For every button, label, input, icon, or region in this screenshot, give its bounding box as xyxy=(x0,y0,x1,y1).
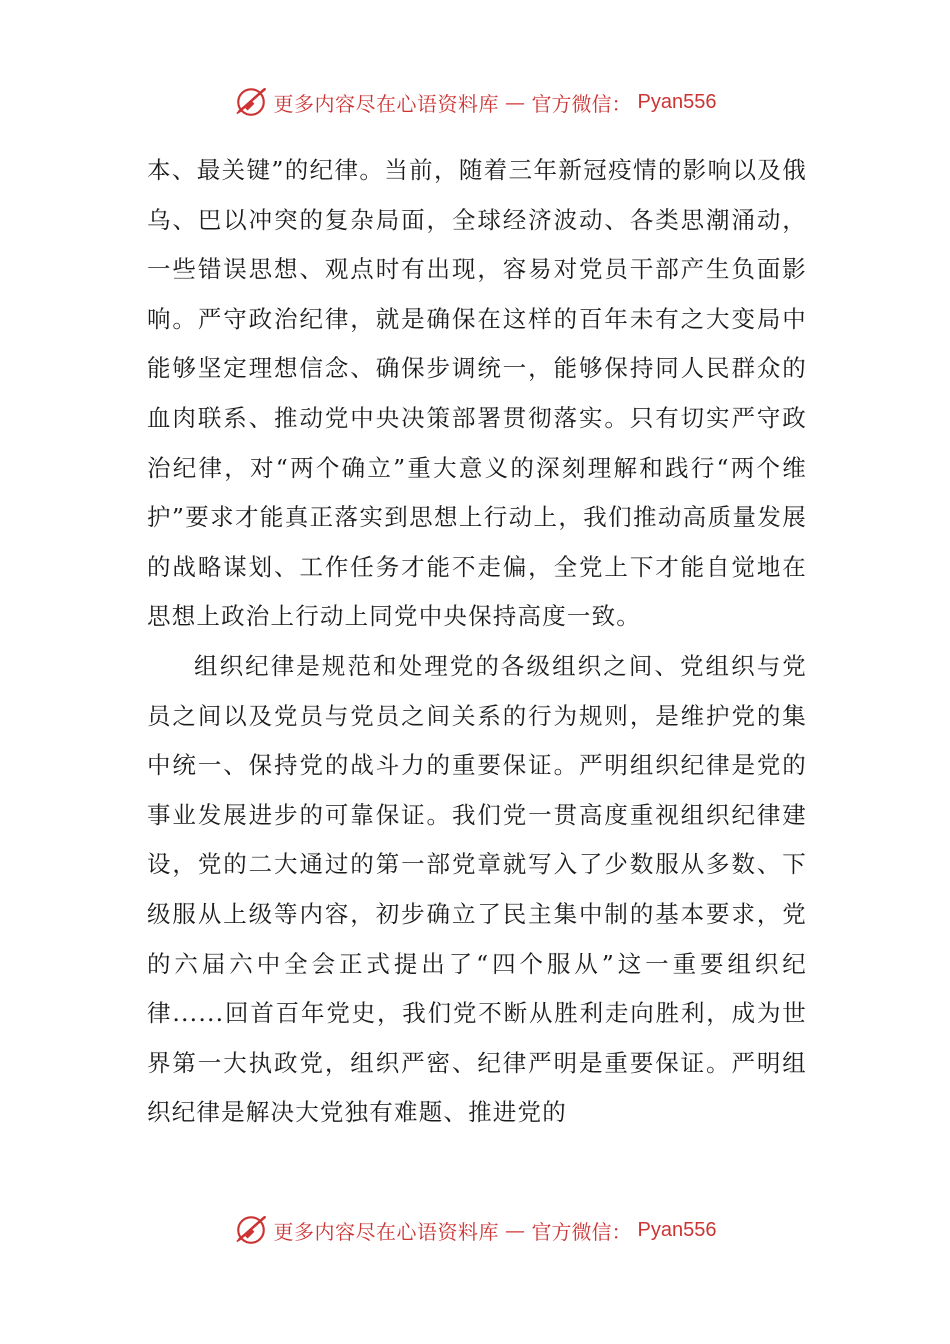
footer-banner xyxy=(0,1210,950,1250)
pen-logo-icon xyxy=(234,85,268,119)
paragraph-organizational-discipline: 组织纪律是规范和处理党的各级组织之间、党组织与党员之间以及党员与党员之间关系的行为规则，是维护党的集中统一、保持党的战斗力的重要保证。严明组织纪律是党的事业发展进步的可靠保证。我们党一贯高度重视组织纪律建设，党的二大通过的第一部党章就写入了少数服从多数、下级服从上级等内容，初步确立了民主集中制的基本要求，党的六届六中全会正式提出了“四个服从”这一重要组织纪律......回首百年党史，我们党不断从胜利走向胜利，成为世界第一大执政党，组织严密、纪律严明是重要保证。严明组织纪律是解决大党独有难题、推进党的 xyxy=(147,651,807,1127)
banner-dash: — xyxy=(505,90,526,114)
banner-wechat-id: Pyan556 xyxy=(637,1218,717,1241)
pen-logo-icon xyxy=(234,1213,268,1247)
banner-title: 更多内容尽在心语资料库 xyxy=(273,1219,500,1244)
banner-wechat-label: 官方微信： xyxy=(531,1219,632,1244)
paragraph-political-discipline: 本、最关键”的纪律。当前，随着三年新冠疫情的影响以及俄乌、巴以冲突的复杂局面，全球经济波动、各类思潮涌动，一些错误思想、观点时有出现，容易对党员干部产生负面影响。严守政治纪律，就是确保在这样的百年未有之大变局中能够坚定理想信念、确保步调统一，能够保持同人民群众的血肉联系、推动党中央决策部署贯彻落实。只有切实严守政治纪律，对“两个确立”重大意义的深刻理解和践行“两个维护”要求才能真正落实到思想上行动上，我们推动高质量发展的战略谋划、工作任务才能不走偏，全党上下才能自觉地在思想上政治上行动上同党中央保持高度一致。 xyxy=(147,156,807,631)
header-banner xyxy=(0,82,950,122)
banner-title: 更多内容尽在心语资料库 xyxy=(273,91,500,116)
document-body xyxy=(147,146,807,1138)
banner-dash: — xyxy=(505,1218,526,1242)
banner-wechat-id: Pyan556 xyxy=(637,90,717,113)
banner-wechat-label: 官方微信： xyxy=(531,91,632,116)
